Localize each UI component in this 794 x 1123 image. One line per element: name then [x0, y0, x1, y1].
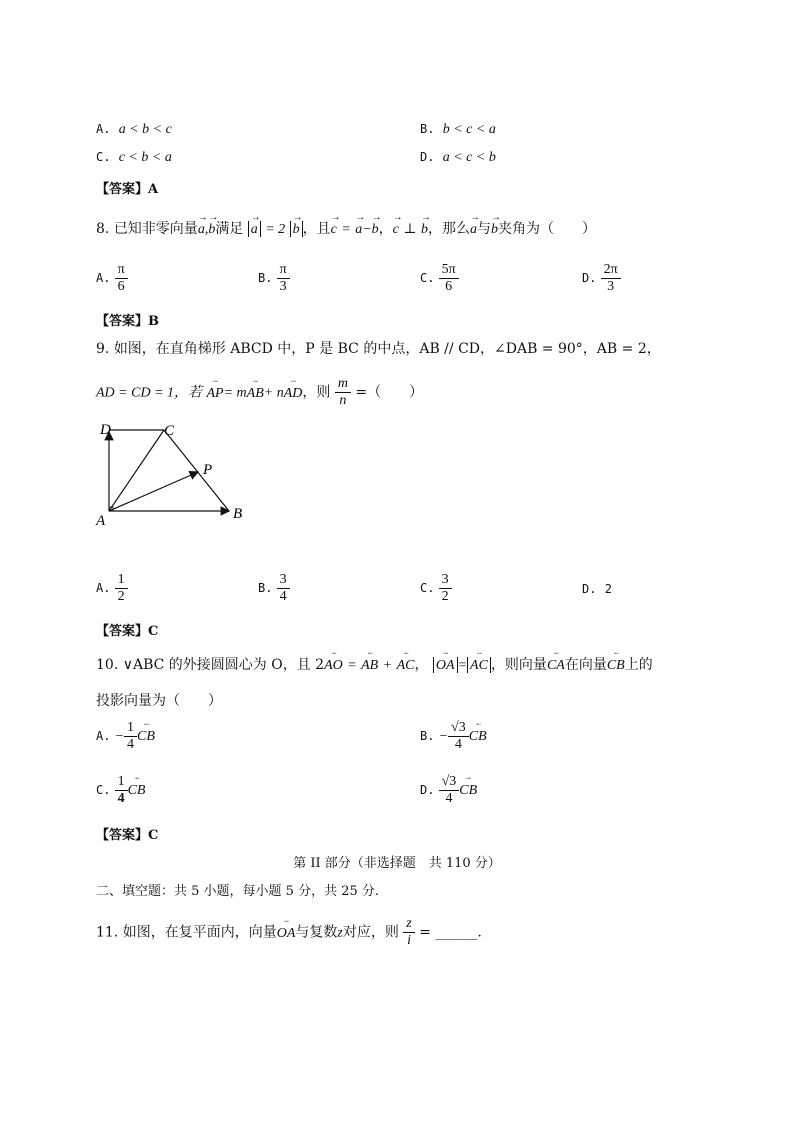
q9-answer: 【答案】C [96, 624, 159, 639]
fill-in-header: 二、填空题：共 5 小题，每小题 5 分，共 25 分. [96, 884, 380, 899]
q8-option-b: B. $\frac{\pi}{3}$ [258, 262, 290, 295]
q8-answer: 【答案】B [96, 314, 160, 329]
q9-option-b: B. $\frac{3}{4}$ [258, 572, 290, 605]
label-a: A [96, 513, 106, 529]
label-d: D [100, 422, 111, 438]
q7-answer: 【答案】A [96, 182, 159, 197]
q7-option-b: B. b < c < a [420, 122, 496, 137]
q8-option-d: D. $\frac{2\pi}{3}$ [582, 262, 621, 295]
q9-option-c: C. $\frac{3}{2}$ [420, 572, 452, 605]
q10-option-d: D. $\frac{√3}{4}$ ᵕᵕᵕ CB [420, 774, 477, 807]
q9-option-a: A. $\frac{1}{2}$ [96, 572, 128, 605]
q9-stem-line1: 9. 如图，在直角梯形 ABCD 中，P 是 BC 的中点，AB // CD，∠DAB = 90°，AB = 2， [96, 341, 661, 357]
label-c: C [164, 423, 175, 439]
q10-option-a: A. − $\frac{1}{4}$ ᵕᵕᵕ CB [96, 720, 155, 753]
q10-stem-line1: 10. ∨ABC 的外接圆圆心为 O，且 2ᵕᵕᵕ AO = ᵕᵕᵕ AB + ᵕᵕᵕ AC， ᵕᵕᵕ OA =ᵕᵕᵕ AC ，则向量ᵕᵕᵕ CA在向量ᵕᵕᵕ CB上的 [96, 654, 653, 674]
segment-cb [164, 430, 229, 511]
section-title: 第 II 部分（非选择题 共 110 分） [293, 856, 501, 871]
q7-option-c: C. c < b < a [96, 150, 172, 165]
q11-stem: 11. 如图，在复平面内，向量ᵕᵕᵕ OA与复数z对应，则 $\frac{z}{i}$ = ______. [96, 916, 482, 949]
q10-stem-line2: 投影向量为（ ） [96, 693, 222, 709]
q10-answer: 【答案】C [96, 828, 159, 843]
label-p: P [203, 462, 213, 478]
q7-option-d: D. a < c < b [420, 150, 496, 165]
q9-trapezoid-figure [92, 418, 262, 532]
q8-option-c: C. $\frac{5\pi}{6}$ [420, 262, 459, 295]
q10-option-c: C. $\frac{1}{4}$ ᵕᵕᵕ CB [96, 774, 145, 807]
q9-option-d: D. 2 [582, 582, 612, 596]
q7-option-a: A. a < b < c [96, 122, 172, 137]
label-b: B [233, 506, 243, 522]
q10-option-b: B. − $\frac{√3}{4}$ ᵕᵕᵕ CB [420, 720, 487, 753]
q9-stem-line2: AD = CD = 1，若 ᵕᵕᵕ AP= mᵕᵕᵕ AB+ nᵕᵕᵕ AD，则 $\frac{m}{n}$ =（ ） [96, 376, 423, 409]
q8-stem: 8. 已知非零向量→ a,→ b满足 → a = 2 → b ，且→ c = → a−→ b，→ c ⊥ → b，那么→ a与→ b夹角为（ ） [96, 218, 596, 238]
q8-option-a: A. $\frac{\pi}{6}$ [96, 262, 128, 295]
